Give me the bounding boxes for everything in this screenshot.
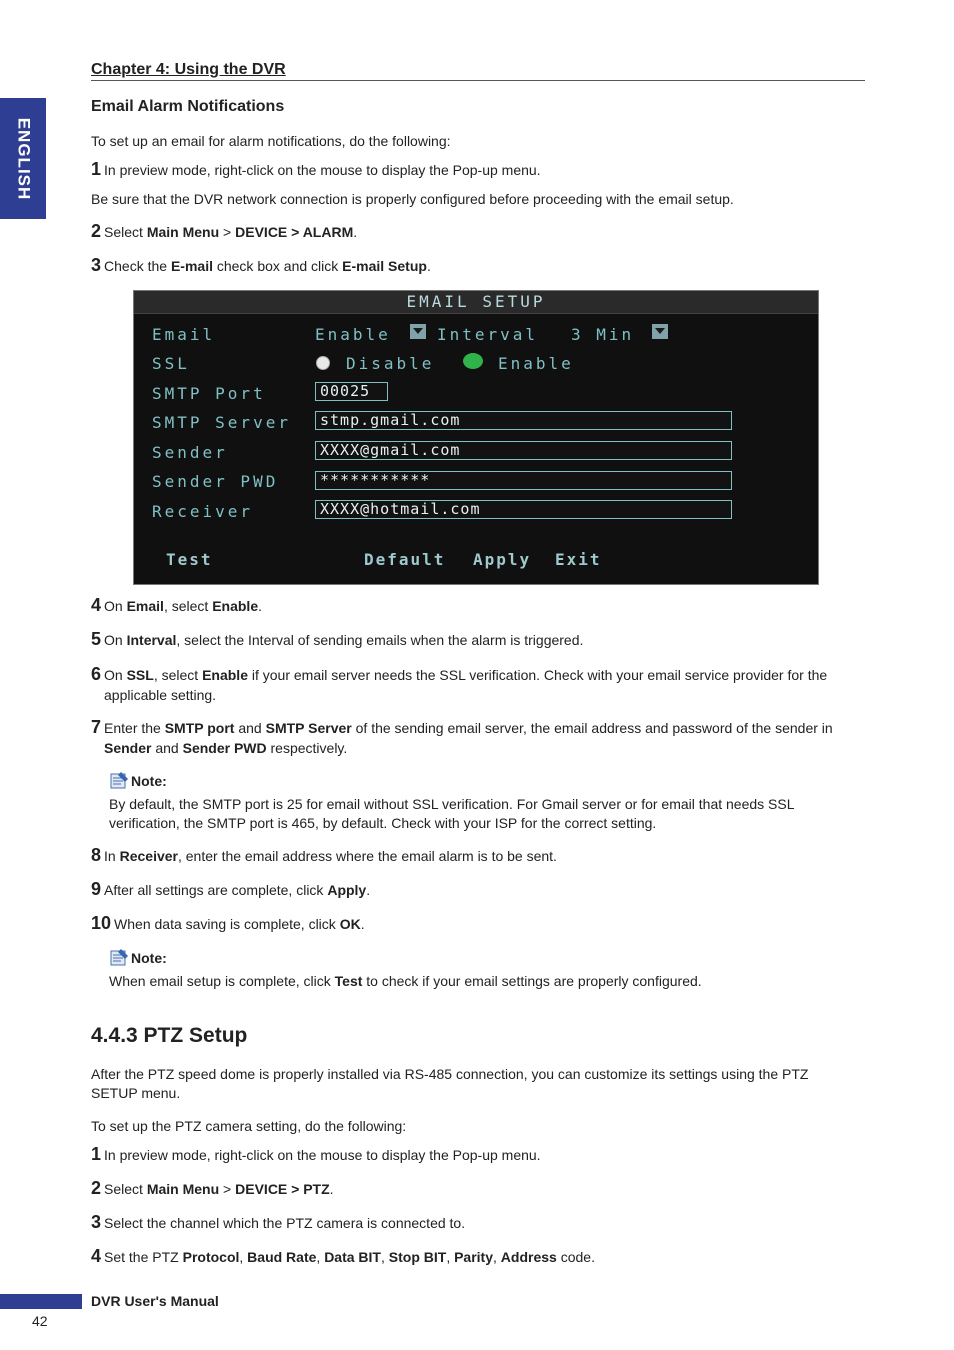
receiver-input[interactable]: XXXX@hotmail.com [315,500,732,519]
ptz-intro-line-1: After the PTZ speed dome is properly installed via RS-485 connection, you can customize its settings using the PTZ [91,1066,809,1082]
ptz-step-4: 4 Set the PTZ Protocol, Baud Rate, Data BIT, Stop BIT, Parity, Address code. [91,1246,595,1266]
email-step-5: 5 On Interval, select the Interval of sending emails when the alarm is triggered. [91,629,584,649]
ssl-enable-radio[interactable] [463,353,483,369]
ptz-intro-2: To set up the PTZ camera setting, do the following: [91,1118,407,1134]
email-step-3: 3 Check the E-mail check box and click E-mail Setup. [91,255,431,275]
email-be-sure: Be sure that the DVR network connection is properly configured before proceeding with the email setup. [91,191,734,207]
email-setup-screenshot [133,290,819,585]
ssl-disable-label: Disable [346,354,435,373]
email-enable-select[interactable]: Enable [315,325,391,344]
ptz-step-3: 3 Select the channel which the PTZ camera is connected to. [91,1212,466,1232]
smtp-port-input[interactable]: 00025 [315,382,388,401]
email-step-4: 4 On Email, select Enable. [91,595,262,615]
email-step-7: 7 Enter the SMTP port and SMTP Server of the sending email server, the email address and password of the sender in [91,717,833,737]
ptz-step-2: 2 Select Main Menu > DEVICE > PTZ. [91,1178,334,1198]
language-tab: ENGLISH [0,98,46,219]
ptz-intro-line-2: SETUP menu. [91,1085,181,1101]
default-button[interactable]: Default [364,550,446,569]
email-step-6-cont: applicable setting. [104,687,217,703]
section-heading-ptz: 4.4.3 PTZ Setup [91,1024,248,1047]
label-sender: Sender [152,443,228,462]
note-1-header: Note: [109,771,167,791]
note-1-line-2: verification, the SMTP port is 465, by default. Check with your ISP for the correct setting. [109,815,657,831]
note-icon [109,948,129,966]
chevron-down-icon[interactable] [410,324,426,339]
email-setup-title: EMAIL SETUP [134,291,818,314]
label-ssl: SSL [152,354,190,373]
sender-pwd-input[interactable]: *********** [315,471,732,490]
ptz-step-1: 1 In preview mode, right-click on the mouse to display the Pop-up menu. [91,1144,541,1164]
label-smtp-server: SMTP Server [152,413,291,432]
chevron-down-icon[interactable] [652,324,668,339]
label-receiver: Receiver [152,502,254,521]
email-step-7-cont: Sender and Sender PWD respectively. [104,740,348,756]
test-button[interactable]: Test [166,550,213,569]
smtp-server-input[interactable]: stmp.gmail.com [315,411,732,430]
email-step-8: 8 In Receiver, enter the email address where the email alarm is to be sent. [91,845,557,865]
apply-button[interactable]: Apply [473,550,532,569]
email-step-1: 1 In preview mode, right-click on the mouse to display the Pop-up menu. [91,159,541,179]
page-number: 42 [32,1313,48,1329]
footer-bar [0,1294,82,1309]
note-2-header: Note: [109,948,167,968]
email-step-9: 9 After all settings are complete, click Apply. [91,879,371,899]
email-step-2: 2 Select Main Menu > DEVICE > ALARM. [91,221,358,241]
ssl-enable-label: Enable [498,354,574,373]
interval-select[interactable]: 3 Min [571,325,635,344]
note-icon [109,771,129,789]
label-smtp-port: SMTP Port [152,384,266,403]
email-step-10: 10 When data saving is complete, click OK. [91,913,365,933]
label-sender-pwd: Sender PWD [152,472,279,491]
chapter-header: Chapter 4: Using the DVR [91,61,865,81]
section-heading-email: Email Alarm Notifications [91,98,285,115]
ssl-disable-radio[interactable] [316,356,330,370]
exit-button[interactable]: Exit [555,550,602,569]
interval-label: Interval [437,325,539,344]
label-email: Email [152,325,216,344]
footer-title: DVR User's Manual [91,1293,219,1309]
sender-input[interactable]: XXXX@gmail.com [315,441,732,460]
note-2-text: When email setup is complete, click Test to check if your email settings are properly configured. [109,973,702,989]
note-1-line-1: By default, the SMTP port is 25 for email without SSL verification. For Gmail server or for email that needs SSL [109,796,795,812]
email-step-6: 6 On SSL, select Enable if your email server needs the SSL verification. Check with your email service provider for the [91,664,828,684]
email-intro: To set up an email for alarm notifications, do the following: [91,133,451,149]
